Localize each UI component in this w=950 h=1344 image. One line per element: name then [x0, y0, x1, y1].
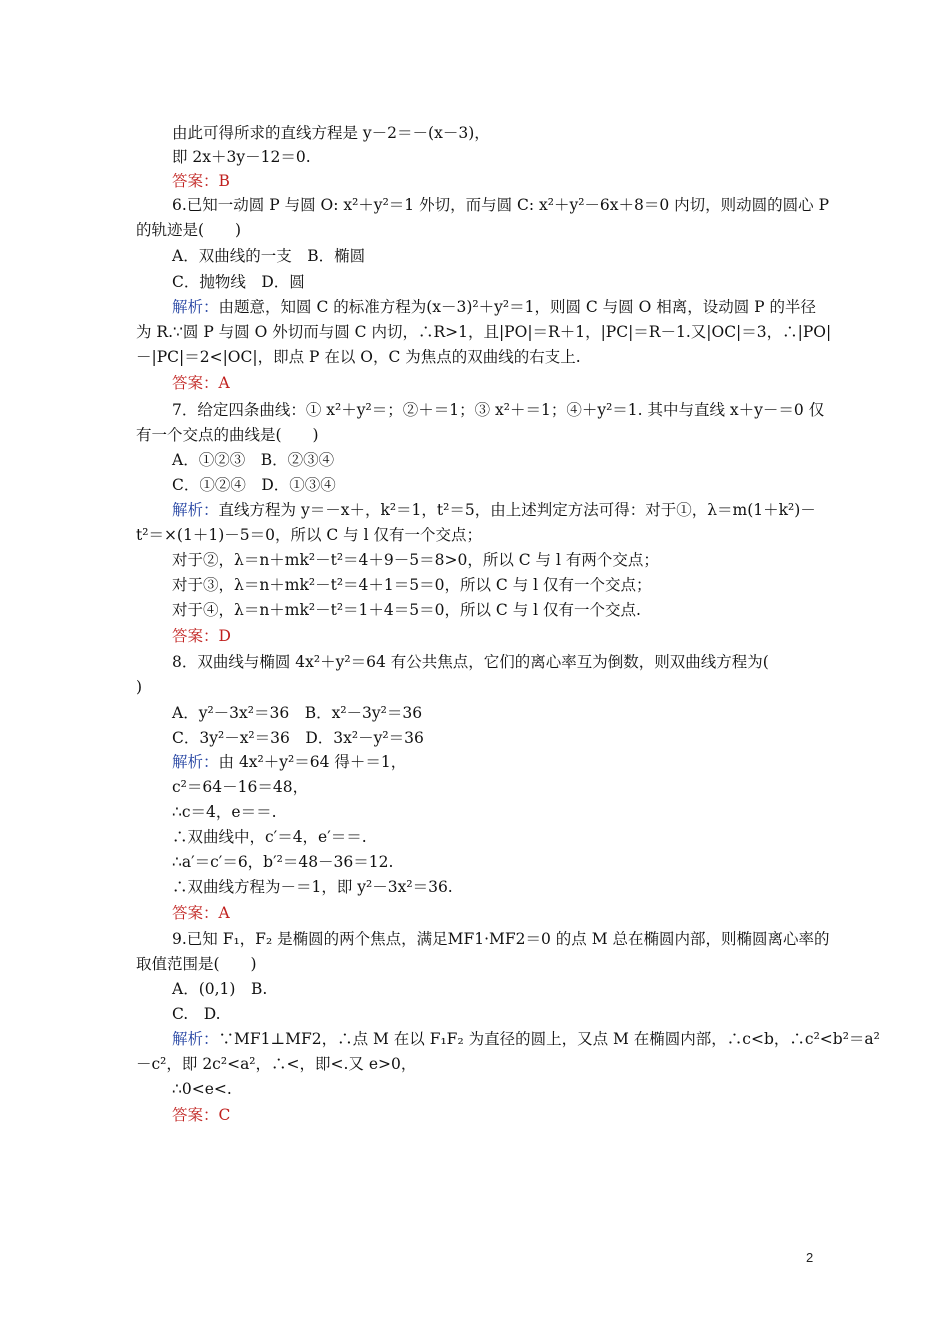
analysis-label: 解析： [172, 753, 219, 771]
analysis-line: 解析：由 4x²＋y²＝64 得＋＝1， [172, 753, 407, 771]
analysis-line: －|PC|＝2<|OC|，即点 P 在以 O，C 为焦点的双曲线的右支上. [136, 348, 581, 366]
analysis-line: 为 R.∵圆 P 与圆 O 外切而与圆 C 内切，∴R>1，且|PO|＝R＋1，|PC|＝R－1.又|OC|＝3，∴|PO| [136, 323, 832, 341]
answer-line: 答案：A [172, 374, 230, 392]
question-line: 的轨迹是( ) [136, 221, 242, 239]
analysis-label: 解析： [172, 501, 219, 519]
option-line: C. D. [172, 1005, 221, 1023]
question-line: 7．给定四条曲线：① x²＋y²＝；②＋＝1；③ x²＋＝1；④＋y²＝1. 其中与直线 x＋y－＝0 仅 [172, 401, 825, 419]
answer-line: 答案：A [172, 904, 230, 922]
question-line: 8．双曲线与椭圆 4x²＋y²＝64 有公共焦点，它们的离心率互为倒数，则双曲线方程为( [172, 653, 769, 671]
option-line: A．双曲线的一支 B．椭圆 [172, 247, 366, 265]
option-line: C．抛物线 D．圆 [172, 273, 305, 291]
answer-line: 答案：B [172, 172, 230, 190]
analysis-line: 解析：由题意，知圆 C 的标准方程为(x－3)²＋y²＝1，则圆 C 与圆 O 相离，设动圆 P 的半径 [172, 298, 817, 316]
analysis-line: ∴双曲线中，c′＝4，e′＝＝. [172, 828, 367, 846]
page-number: 2 [806, 1250, 814, 1265]
question-line: 9.已知 F₁，F₂ 是椭圆的两个焦点，满足MF1·MF2＝0 的点 M 总在椭圆内部，则椭圆离心率的 [172, 930, 830, 948]
text-line: 即 2x＋3y－12＝0. [172, 148, 311, 166]
question-line: 取值范围是( ) [136, 955, 257, 973]
answer-line: 答案：D [172, 627, 231, 645]
analysis-label: 解析： [172, 1030, 219, 1048]
analysis-line: ∴c＝4，e＝＝. [172, 803, 277, 821]
analysis-line: 对于④，λ＝n＋mk²－t²＝1＋4＝5＝0，所以 C 与 l 仅有一个交点. [172, 601, 641, 619]
option-line: C．3y²－x²＝36 D．3x²－y²＝36 [172, 729, 424, 747]
question-line: 6.已知一动圆 P 与圆 O: x²＋y²＝1 外切，而与圆 C: x²＋y²－6x＋8＝0 内切，则动圆的圆心 P [172, 196, 830, 214]
analysis-line: 解析：∵MF1⊥MF2，∴点 M 在以 F₁F₂ 为直径的圆上，又点 M 在椭圆内部，∴c<b，∴c²<b²＝a² [172, 1030, 880, 1048]
analysis-line: c²＝64－16＝48， [172, 778, 309, 796]
option-line: C．①②④ D．①③④ [172, 476, 336, 494]
analysis-line: 对于③，λ＝n＋mk²－t²＝4＋1＝5＝0，所以 C 与 l 仅有一个交点； [172, 576, 652, 594]
option-line: A．(0,1) B. [172, 980, 268, 998]
analysis-line: 对于②，λ＝n＋mk²－t²＝4＋9－5＝8>0，所以 C 与 l 有两个交点； [172, 551, 659, 569]
option-line: A．①②③ B．②③④ [172, 451, 335, 469]
analysis-line: 解析：直线方程为 y＝－x＋，k²＝1，t²＝5，由上述判定方法可得：对于①，λ＝m(1＋k²)－ [172, 501, 816, 519]
question-line: ) [136, 678, 143, 696]
answer-line: 答案：C [172, 1106, 231, 1124]
option-line: A．y²－3x²＝36 B．x²－3y²＝36 [172, 704, 423, 722]
text-line: 由此可得所求的直线方程是 y－2＝－(x－3)， [172, 124, 490, 142]
analysis-line: ∴双曲线方程为－＝1，即 y²－3x²＝36. [172, 878, 453, 896]
analysis-line: －c²，即 2c²<a²，∴<，即<.又 e>0， [136, 1055, 417, 1073]
analysis-line: ∴0<e<. [172, 1080, 232, 1098]
analysis-label: 解析： [172, 298, 219, 316]
analysis-line: t²＝×(1＋1)－5＝0，所以 C 与 l 仅有一个交点； [136, 526, 482, 544]
analysis-line: ∴a′＝c′＝6，b′²＝48－36＝12. [172, 853, 394, 871]
question-line: 有一个交点的曲线是( ) [136, 426, 319, 444]
